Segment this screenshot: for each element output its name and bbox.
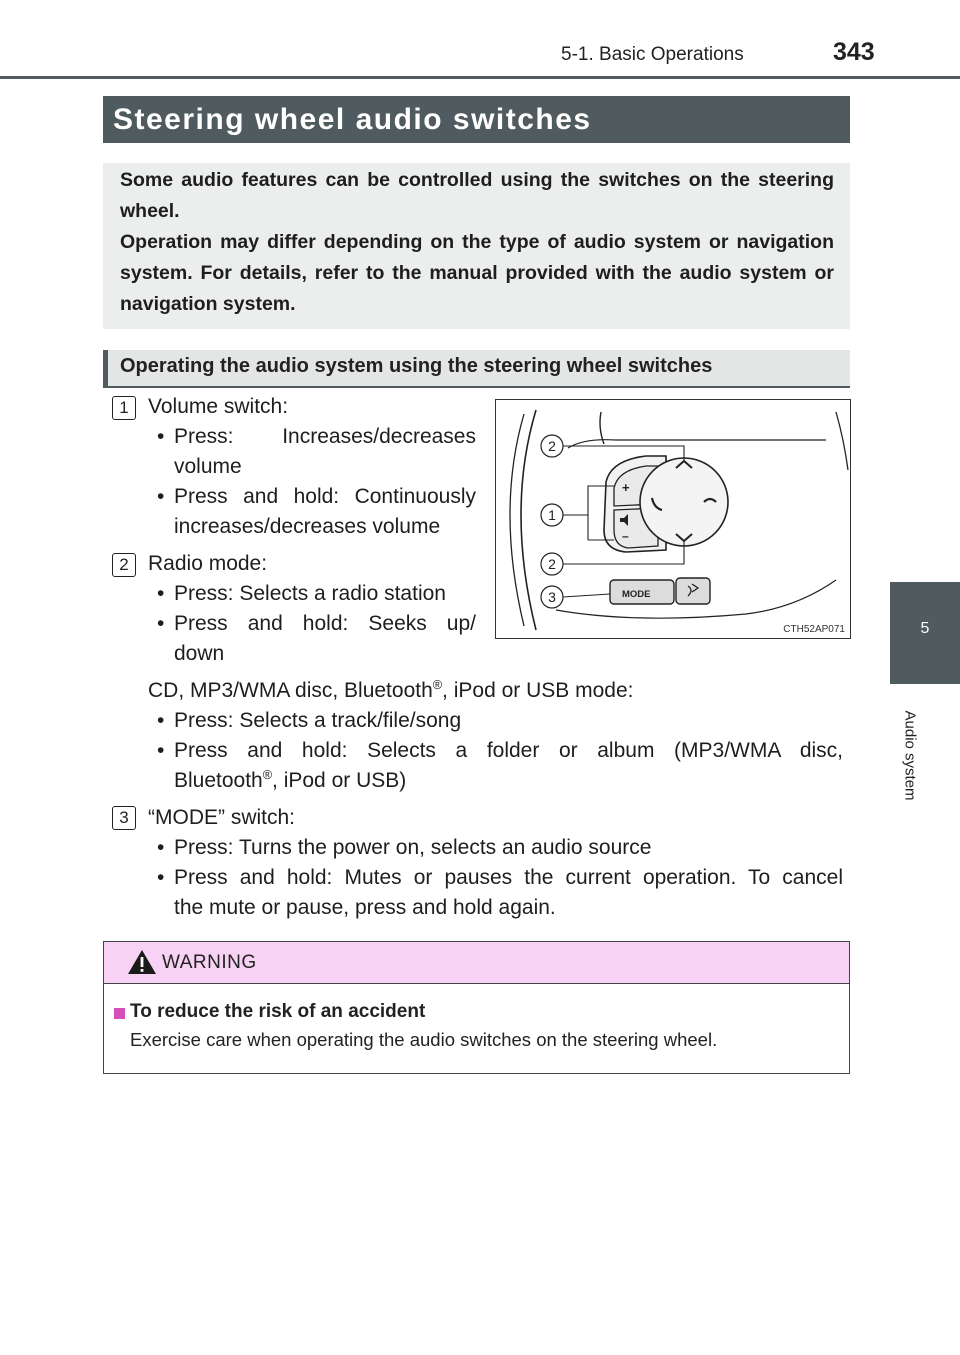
steering-switch-figure [495,399,851,639]
item-subtitle: CD, MP3/WMA disc, Bluetooth®, iPod or USB mode: [148,678,634,702]
item-number-3: 3 [112,806,136,830]
minus-label: – [622,529,629,543]
warning-subtitle: To reduce the risk of an accident [130,1001,426,1022]
intro-paragraph-2: Operation may differ depending on the type of audio system or navigation system. For details, refer to the manual provided with the audio system or navigation system. [120,231,834,315]
page-title: Steering wheel audio switches [113,103,592,136]
svg-text:2: 2 [548,556,556,572]
bullet-text: • Press: Selects a track/file/song [174,709,462,732]
svg-text:1: 1 [548,507,556,523]
list-item [148,482,476,542]
bullet-text: • Press and hold: Seeks up/ [174,612,476,635]
intro-text [120,165,834,320]
title-bar [103,96,850,143]
item-cd-mode [148,676,843,796]
bullet-text: • Press and hold: Mutes or pauses the current operation. To cancel [174,866,843,889]
bullet-text: • Press: Increases/decreases volume [174,425,476,478]
list-item [148,833,843,863]
bullet-text-cont: the mute or pause, press and hold again. [174,896,556,919]
mode-label: MODE [622,589,651,600]
item-number-2: 2 [112,553,136,577]
header-rule [0,76,960,79]
item-mode-switch [148,803,843,923]
steering-wheel-diagram [496,400,850,638]
list-item [148,736,843,796]
item-title: “MODE” switch: [148,806,295,829]
subheading-accent [103,350,108,386]
intro-paragraph-1: Some audio features can be controlled using the switches on the steering wheel. [120,169,834,222]
svg-text:3: 3 [548,589,556,605]
list-item [148,579,476,609]
item-radio-mode [148,549,476,669]
figure-code: CTH52AP071 [783,624,845,635]
bullet-text-cont: Bluetooth®, iPod or USB) [174,768,407,792]
callout-3 [541,586,563,608]
item-volume-switch [148,392,476,542]
subheading: Operating the audio system using the steering wheel switches [120,355,713,377]
callout-2-bottom [541,553,563,575]
chapter-tab [890,582,960,684]
list-item [148,609,476,669]
section-title: 5-1. Basic Operations [561,44,744,65]
item-title: Radio mode: [148,552,268,575]
bullet-text-cont: down [174,642,225,665]
bullet-text: • Press: Selects a radio station [174,582,446,605]
warning-box [103,941,850,1074]
square-bullet-icon [114,1008,125,1019]
chapter-number: 5 [920,620,930,637]
warning-body: Exercise care when operating the audio switches on the steering wheel. [130,1029,718,1050]
callout-2-top [541,435,563,457]
intro-box [103,163,850,329]
bullet-text-cont: increases/decreases volume [174,515,441,538]
chapter-label: Audio system [901,710,919,801]
plus-label: + [622,480,630,495]
list-item [148,706,843,736]
bullet-text: • Press and hold: Selects a folder or album (MP3/WMA disc, [174,739,843,762]
bullet-text: • Press and hold: Continuously [174,485,476,508]
bullet-text: • Press: Turns the power on, selects an audio source [174,836,652,859]
warning-header [104,942,849,984]
list-item [148,422,476,482]
warning-triangle-icon [126,948,158,976]
callout-1 [541,504,563,526]
list-item [148,863,843,923]
item-title: Volume switch: [148,395,289,418]
item-number-1: 1 [112,396,136,420]
subheading-bar [103,350,850,388]
svg-text:2: 2 [548,438,556,454]
warning-title: WARNING [162,952,257,973]
page-number: 343 [833,38,875,66]
